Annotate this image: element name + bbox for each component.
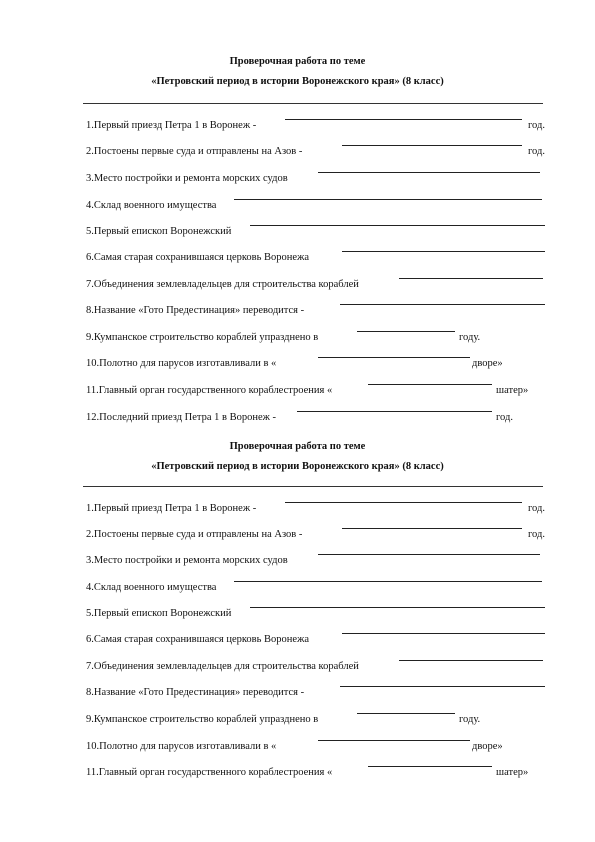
- answer-line[interactable]: [318, 357, 470, 358]
- answer-line[interactable]: [318, 554, 540, 555]
- answer-line[interactable]: [250, 607, 545, 608]
- question-text: 4.Склад военного имущества: [86, 200, 217, 211]
- question-text: 8.Название «Гото Предестинация» переводится -: [86, 305, 305, 316]
- answer-line[interactable]: [318, 740, 470, 741]
- question-suffix: году.: [459, 714, 481, 725]
- question-text: 3.Место постройки и ремонта морских судов: [86, 555, 288, 566]
- question-suffix: шатер»: [496, 385, 529, 396]
- question-text: 6.Самая старая сохранившаяся церковь Воронежа: [86, 634, 309, 645]
- sheet-2-question-7: [86, 660, 595, 674]
- answer-line[interactable]: [342, 251, 545, 252]
- sheet-1-question-5: [86, 225, 595, 239]
- sheet-1-question-9: [86, 331, 595, 345]
- sheet-1-title-line-1: Проверочная работа по теме: [229, 56, 366, 67]
- sheet-2-question-9: [86, 713, 595, 727]
- sheet-2-question-11: [86, 766, 595, 780]
- answer-line[interactable]: [342, 528, 522, 529]
- question-suffix: год.: [528, 146, 545, 157]
- sheet-2-question-4: [86, 581, 595, 595]
- answer-line[interactable]: [285, 119, 522, 120]
- answer-line[interactable]: [234, 199, 542, 200]
- sheet-1-question-2: [86, 145, 595, 159]
- question-text: 1.Первый приезд Петра 1 в Воронеж -: [86, 120, 257, 131]
- sheet-1-title-line-2: «Петровский период в истории Воронежского края» (8 класс): [151, 76, 444, 87]
- sheet-2-question-10: [86, 740, 595, 754]
- answer-line[interactable]: [340, 304, 545, 305]
- question-text: 7.Объединения землевладельцев для строительства кораблей: [86, 661, 359, 672]
- answer-line[interactable]: [342, 145, 522, 146]
- answer-line[interactable]: [342, 633, 545, 634]
- question-text: 7.Объединения землевладельцев для строительства кораблей: [86, 279, 359, 290]
- answer-line[interactable]: [318, 172, 540, 173]
- sheet-1-question-4: [86, 199, 595, 213]
- answer-line[interactable]: [285, 502, 522, 503]
- sheet-1-question-8: [86, 304, 595, 318]
- question-text: 2.Постоены первые суда и отправлены на Азов -: [86, 146, 303, 157]
- question-suffix: дворе»: [472, 741, 503, 752]
- sheet-2-title-line-1: Проверочная работа по теме: [229, 441, 366, 452]
- question-text: 12.Последний приезд Петра 1 в Воронеж -: [86, 412, 277, 423]
- question-text: 9.Кумпанское строительство кораблей упразднено в: [86, 332, 319, 343]
- question-suffix: год.: [528, 529, 545, 540]
- question-suffix: год.: [496, 412, 513, 423]
- sheet-1-question-11: [86, 384, 595, 398]
- sheet-2-question-6: [86, 633, 595, 647]
- sheet-1-question-3: [86, 172, 595, 186]
- question-text: 6.Самая старая сохранившаяся церковь Воронежа: [86, 252, 309, 263]
- sheet-2-title-line-2: «Петровский период в истории Воронежского края» (8 класс): [151, 461, 444, 472]
- sheet-2-question-1: [86, 502, 595, 516]
- sheet-2-question-3: [86, 554, 595, 568]
- sheet-2-question-2: [86, 528, 595, 542]
- answer-line[interactable]: [250, 225, 545, 226]
- answer-line[interactable]: [368, 766, 492, 767]
- sheet-2-separator: [83, 486, 543, 487]
- question-text: 11.Главный орган государственного кораблестроения «: [86, 385, 333, 396]
- question-text: 3.Место постройки и ремонта морских судов: [86, 173, 288, 184]
- question-suffix: год.: [528, 503, 545, 514]
- sheet-1-question-6: [86, 251, 595, 265]
- question-suffix: году.: [459, 332, 481, 343]
- sheet-1-question-1: [86, 119, 595, 133]
- question-text: 10.Полотно для парусов изготавливали в «: [86, 741, 277, 752]
- sheet-1-question-7: [86, 278, 595, 292]
- question-text: 5.Первый епископ Воронежский: [86, 608, 232, 619]
- sheet-2-question-5: [86, 607, 595, 621]
- question-text: 2.Постоены первые суда и отправлены на Азов -: [86, 529, 303, 540]
- question-text: 10.Полотно для парусов изготавливали в «: [86, 358, 277, 369]
- question-text: 8.Название «Гото Предестинация» переводится -: [86, 687, 305, 698]
- question-text: 1.Первый приезд Петра 1 в Воронеж -: [86, 503, 257, 514]
- sheet-1-question-10: [86, 357, 595, 371]
- question-suffix: год.: [528, 120, 545, 131]
- question-text: 5.Первый епископ Воронежский: [86, 226, 232, 237]
- answer-line[interactable]: [357, 713, 455, 714]
- answer-line[interactable]: [234, 581, 542, 582]
- sheet-2-question-8: [86, 686, 595, 700]
- sheet-1-separator: [83, 103, 543, 104]
- answer-line[interactable]: [399, 278, 543, 279]
- answer-line[interactable]: [399, 660, 543, 661]
- question-text: 4.Склад военного имущества: [86, 582, 217, 593]
- answer-line[interactable]: [357, 331, 455, 332]
- sheet-1-question-12: [86, 411, 595, 425]
- question-suffix: шатер»: [496, 767, 529, 778]
- answer-line[interactable]: [297, 411, 492, 412]
- question-text: 9.Кумпанское строительство кораблей упразднено в: [86, 714, 319, 725]
- answer-line[interactable]: [340, 686, 545, 687]
- question-text: 11.Главный орган государственного кораблестроения «: [86, 767, 333, 778]
- answer-line[interactable]: [368, 384, 492, 385]
- question-suffix: дворе»: [472, 358, 503, 369]
